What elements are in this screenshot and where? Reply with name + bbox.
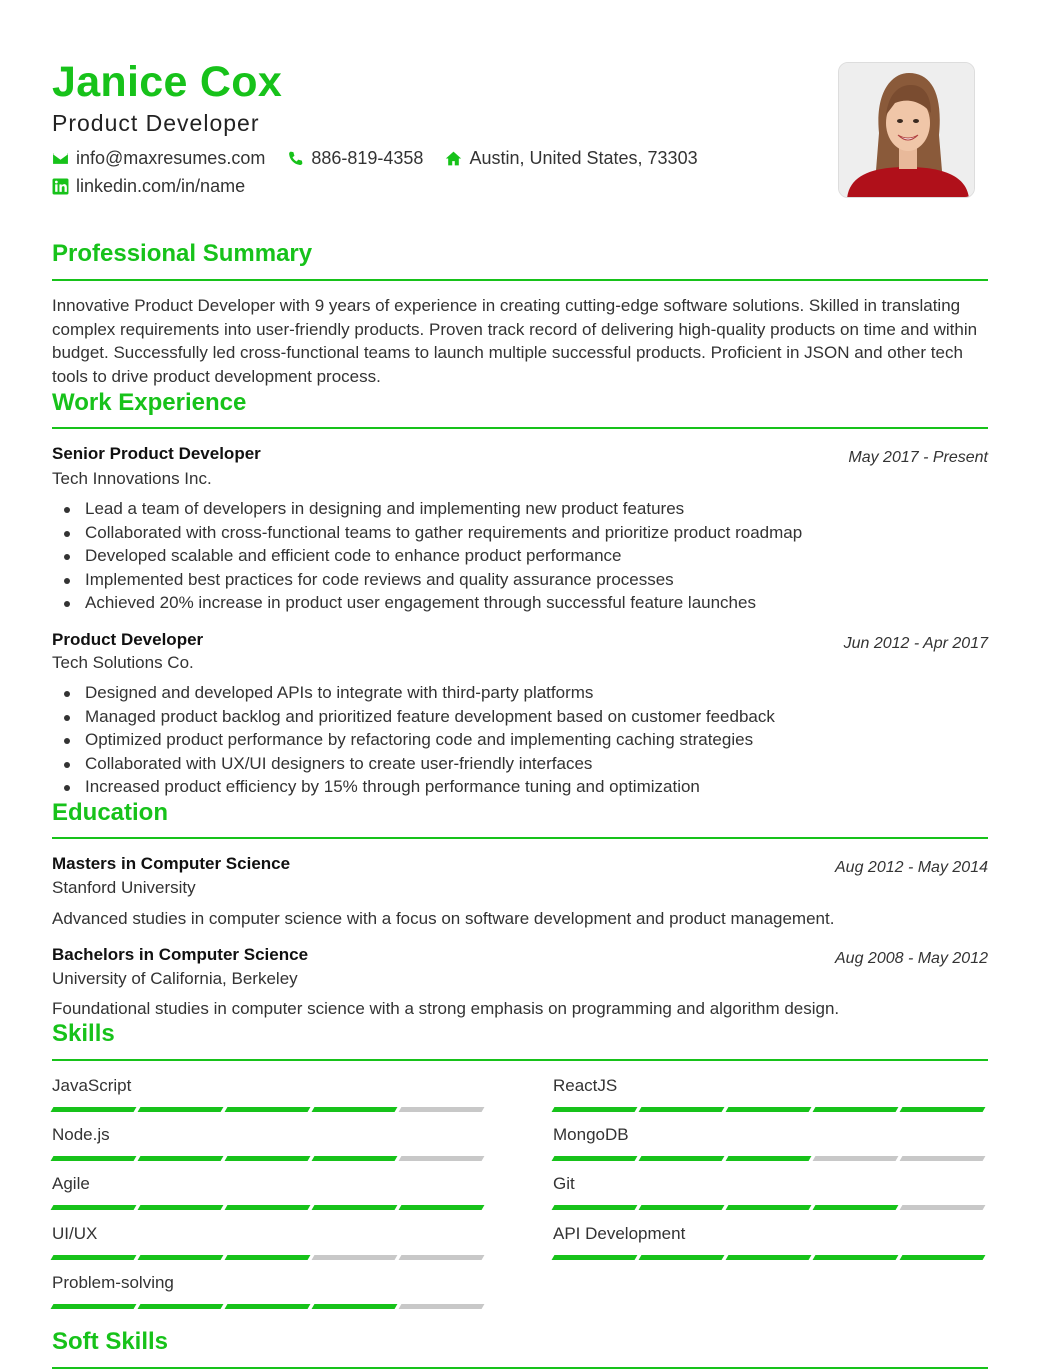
skill-rating-bar bbox=[52, 1304, 488, 1309]
skill-label: ReactJS bbox=[553, 1076, 618, 1095]
home-icon bbox=[445, 150, 462, 167]
degree-title: Bachelors in Computer Science bbox=[52, 945, 309, 964]
skill-rating-bar bbox=[553, 1156, 989, 1161]
skill-rating-segment bbox=[552, 1255, 638, 1260]
section-divider bbox=[52, 837, 988, 839]
skill-rating-segment bbox=[726, 1205, 812, 1210]
skill-rating-segment bbox=[900, 1255, 986, 1260]
list-item: Managed product backlog and prioritized feature development based on customer feedback bbox=[52, 705, 988, 729]
contact-location bbox=[445, 148, 697, 169]
section-title-experience: Work Experience bbox=[52, 389, 247, 416]
skill-rating-segment bbox=[813, 1205, 899, 1210]
list-item: Lead a team of developers in designing and implementing new product features bbox=[52, 497, 988, 521]
portrait-illustration bbox=[839, 63, 975, 198]
skill-rating-bar bbox=[553, 1205, 989, 1210]
contact-row-2 bbox=[52, 176, 267, 197]
skill-rating-segment bbox=[51, 1255, 137, 1260]
job-company: Tech Innovations Inc. bbox=[52, 469, 212, 488]
list-item: Optimized product performance by refactoring code and implementing caching strategies bbox=[52, 728, 988, 752]
skill-rating-segment bbox=[552, 1107, 638, 1112]
skill-label: Problem-solving bbox=[52, 1273, 174, 1292]
profile-photo bbox=[838, 62, 975, 198]
job-dates: May 2017 - Present bbox=[848, 449, 988, 466]
skill-rating-segment bbox=[639, 1107, 725, 1112]
job-bullets bbox=[52, 681, 988, 799]
skill-item bbox=[553, 1224, 989, 1260]
skill-rating-segment bbox=[225, 1205, 311, 1210]
skill-label: MongoDB bbox=[553, 1125, 629, 1144]
skill-rating-segment bbox=[399, 1304, 485, 1309]
skill-rating-bar bbox=[52, 1205, 488, 1210]
contact-email[interactable] bbox=[52, 148, 265, 169]
skill-rating-segment bbox=[813, 1255, 899, 1260]
skill-rating-segment bbox=[225, 1107, 311, 1112]
list-item: Achieved 20% increase in product user engagement through successful feature launches bbox=[52, 591, 988, 615]
section-title-soft-skills: Soft Skills bbox=[52, 1328, 169, 1355]
envelope-icon bbox=[52, 150, 69, 167]
skill-rating-bar bbox=[52, 1255, 488, 1260]
skill-rating-segment bbox=[225, 1156, 311, 1161]
school-name: Stanford University bbox=[52, 878, 196, 897]
skill-rating-segment bbox=[51, 1156, 137, 1161]
education-dates: Aug 2012 - May 2014 bbox=[835, 859, 988, 876]
skill-label: Agile bbox=[52, 1174, 90, 1193]
list-item: Increased product efficiency by 15% through performance tuning and optimization bbox=[52, 775, 988, 799]
skill-rating-segment bbox=[726, 1255, 812, 1260]
skill-rating-segment bbox=[312, 1156, 398, 1161]
skill-item bbox=[52, 1076, 488, 1112]
skill-rating-segment bbox=[399, 1255, 485, 1260]
contact-linkedin[interactable] bbox=[52, 176, 245, 197]
list-item: Designed and developed APIs to integrate with third-party platforms bbox=[52, 681, 988, 705]
skill-rating-segment bbox=[312, 1205, 398, 1210]
skill-rating-bar bbox=[553, 1107, 989, 1112]
skill-rating-segment bbox=[138, 1156, 224, 1161]
skill-rating-segment bbox=[639, 1205, 725, 1210]
list-item: Collaborated with UX/UI designers to create user-friendly interfaces bbox=[52, 752, 988, 776]
skill-rating-segment bbox=[138, 1205, 224, 1210]
skill-rating-segment bbox=[726, 1107, 812, 1112]
list-item: Developed scalable and efficient code to enhance product performance bbox=[52, 544, 988, 568]
candidate-name: Janice Cox bbox=[52, 58, 283, 106]
skill-label: Git bbox=[553, 1174, 575, 1193]
section-title-skills: Skills bbox=[52, 1020, 115, 1047]
contact-row-1 bbox=[52, 148, 720, 169]
location-text: Austin, United States, 73303 bbox=[469, 148, 698, 168]
skill-rating-segment bbox=[399, 1205, 485, 1210]
skill-rating-segment bbox=[312, 1304, 398, 1309]
linkedin-text: linkedin.com/in/name bbox=[76, 176, 246, 196]
skill-rating-segment bbox=[138, 1255, 224, 1260]
skill-item bbox=[52, 1125, 488, 1161]
skill-rating-segment bbox=[399, 1156, 485, 1161]
linkedin-icon bbox=[52, 178, 69, 195]
skill-rating-segment bbox=[399, 1107, 485, 1112]
skill-rating-segment bbox=[312, 1255, 398, 1260]
phone-icon bbox=[287, 150, 304, 167]
skill-rating-segment bbox=[639, 1156, 725, 1161]
skill-rating-bar bbox=[553, 1255, 989, 1260]
skill-rating-segment bbox=[225, 1304, 311, 1309]
email-text: info@maxresumes.com bbox=[76, 148, 266, 168]
skill-item bbox=[553, 1076, 989, 1112]
skill-rating-segment bbox=[813, 1107, 899, 1112]
skill-rating-segment bbox=[900, 1205, 986, 1210]
skill-rating-segment bbox=[900, 1107, 986, 1112]
list-item: Implemented best practices for code reviews and quality assurance processes bbox=[52, 568, 988, 592]
section-divider bbox=[52, 279, 988, 281]
skill-item bbox=[553, 1174, 989, 1210]
skill-rating-bar bbox=[52, 1107, 488, 1112]
education-dates: Aug 2008 - May 2012 bbox=[835, 950, 988, 967]
job-role: Product Developer bbox=[52, 630, 204, 649]
skill-label: UI/UX bbox=[52, 1224, 98, 1243]
list-item: Collaborated with cross-functional teams to gather requirements and prioritize product roadmap bbox=[52, 521, 988, 545]
job-title-header: Product Developer bbox=[52, 110, 260, 136]
skill-item bbox=[553, 1125, 989, 1161]
skill-rating-segment bbox=[138, 1107, 224, 1112]
skill-rating-segment bbox=[813, 1156, 899, 1161]
skill-rating-segment bbox=[51, 1107, 137, 1112]
skill-item bbox=[52, 1224, 488, 1260]
job-dates: Jun 2012 - Apr 2017 bbox=[843, 635, 988, 652]
skill-rating-segment bbox=[51, 1205, 137, 1210]
skill-rating-segment bbox=[51, 1304, 137, 1309]
skill-rating-segment bbox=[138, 1304, 224, 1309]
skill-label: API Development bbox=[553, 1224, 686, 1243]
education-description: Foundational studies in computer science with a strong emphasis on programming and algorithm design. bbox=[52, 999, 840, 1018]
skill-rating-segment bbox=[639, 1255, 725, 1260]
education-description: Advanced studies in computer science with a focus on software development and product management. bbox=[52, 909, 835, 928]
job-company: Tech Solutions Co. bbox=[52, 653, 194, 672]
skill-rating-segment bbox=[552, 1156, 638, 1161]
skill-rating-bar bbox=[52, 1156, 488, 1161]
section-divider bbox=[52, 1367, 988, 1369]
contact-phone[interactable] bbox=[287, 148, 423, 169]
skill-rating-segment bbox=[900, 1156, 986, 1161]
summary-text: Innovative Product Developer with 9 years of experience in creating cutting-edge software solutions. Skilled in translating complex requirements into user-friendly products. Proven track record of delivering high-quality products on time and within budget. Successfully led cross-functional teams to launch multiple successful products. Proficient in JSON and other tech tools to drive product development process. bbox=[52, 296, 978, 386]
job-bullets bbox=[52, 497, 988, 615]
skill-rating-segment bbox=[225, 1255, 311, 1260]
skill-label: Node.js bbox=[52, 1125, 110, 1144]
skill-rating-segment bbox=[726, 1156, 812, 1161]
section-title-education: Education bbox=[52, 799, 169, 826]
skill-rating-segment bbox=[312, 1107, 398, 1112]
phone-text: 886-819-4358 bbox=[311, 148, 424, 168]
section-title-summary: Professional Summary bbox=[52, 240, 313, 267]
skill-item bbox=[52, 1273, 488, 1309]
skill-item bbox=[52, 1174, 488, 1210]
job-role: Senior Product Developer bbox=[52, 444, 261, 463]
section-divider bbox=[52, 427, 988, 429]
school-name: University of California, Berkeley bbox=[52, 969, 298, 988]
degree-title: Masters in Computer Science bbox=[52, 854, 291, 873]
skill-label: JavaScript bbox=[52, 1076, 132, 1095]
skill-rating-segment bbox=[552, 1205, 638, 1210]
section-divider bbox=[52, 1059, 988, 1061]
